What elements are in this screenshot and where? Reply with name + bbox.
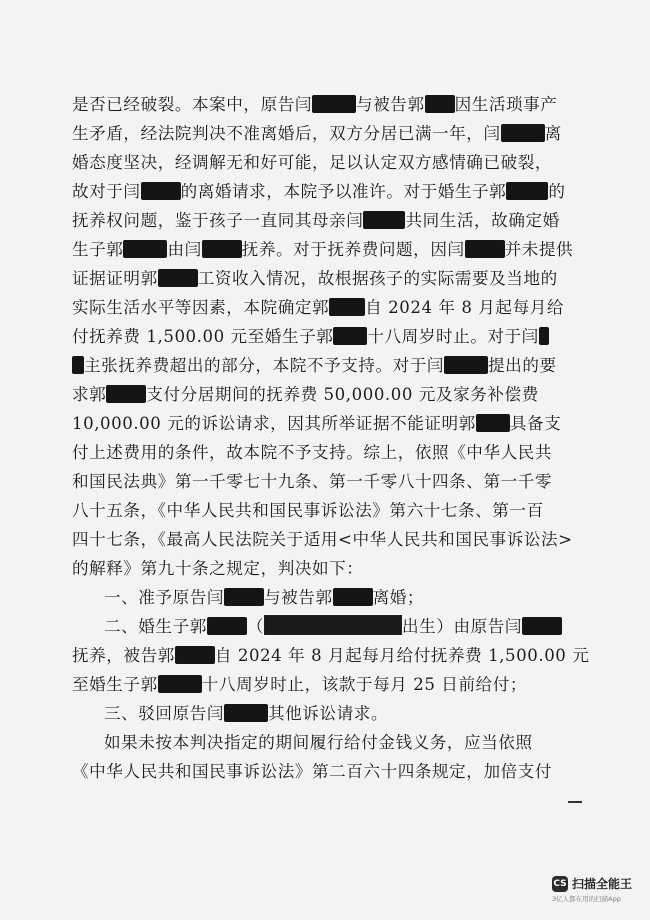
camscanner-logo-icon: CS xyxy=(552,876,568,892)
redaction xyxy=(501,124,545,142)
text-line-15: 八十五条，《中华人民共和国民事诉讼法》第六十七条、第一百 xyxy=(72,501,544,520)
text-line-10: 主张抚养费超出的部分，本院不予支持。对于闫 提出的要 xyxy=(72,351,592,380)
text-line-23: 如果未按本判决指定的期间履行给付金钱义务，应当依照 xyxy=(104,733,533,752)
redaction xyxy=(312,95,356,113)
text-line-17: 的解释》第九十条之规定，判决如下： xyxy=(72,559,364,578)
text-line-7: 证据证明郭 工资收入情况，故根据孩子的实际需要及当地的 xyxy=(72,269,558,288)
redaction xyxy=(72,356,84,374)
redaction xyxy=(444,356,488,374)
text-line-2: 生矛盾，经法院判决不准离婚后，双方分居已满一年，闫 离 xyxy=(72,124,562,143)
redaction xyxy=(333,588,373,606)
redaction xyxy=(425,95,455,113)
stray-mark xyxy=(568,801,582,803)
text-line-5: 抚养权问题，鉴于孩子一直同其母亲闫 共同生活，故确定婚 xyxy=(72,211,560,230)
text-line-8: 实际生活水平等因素，本院确定郭 自 2024 年 8 月起每月给 xyxy=(72,298,564,317)
text-line-6: 生子郭 由闫 抚养。对于抚养费问题，因闫 并未提供 xyxy=(72,240,574,259)
redaction xyxy=(363,211,405,229)
redaction xyxy=(158,269,198,287)
watermark-subtitle: 3亿人都在用的扫描App xyxy=(552,895,621,903)
redaction xyxy=(329,298,365,316)
redaction xyxy=(207,617,247,635)
redaction xyxy=(123,240,167,258)
redaction xyxy=(175,646,215,664)
text-line-4: 故对于闫 的离婚请求，本院予以准许。对于婚生子郭 的 xyxy=(72,182,566,201)
text-line-20: 抚养，被告郭 自 2024 年 8 月起每月给付抚养费 1,500.00 元 xyxy=(72,646,590,665)
text-line-21: 至婚生子郭 十八周岁时止，该款于每月 25 日前给付； xyxy=(72,675,528,694)
watermark-title: 扫描全能王 xyxy=(572,877,633,891)
text-line-1: 是否已经破裂。本案中，原告闫 与被告郭 因生活琐事产 xyxy=(72,95,558,114)
redaction xyxy=(158,675,202,693)
redaction xyxy=(224,588,264,606)
redaction xyxy=(465,240,505,258)
redaction xyxy=(141,182,181,200)
text-line-9: 付抚养费 1,500.00 元至婚生子郭 十八周岁时止。对于闫 xyxy=(72,322,592,351)
redaction xyxy=(333,327,367,345)
judgment-item-3: 三、驳回原告闫 其他诉讼请求。 xyxy=(104,704,389,723)
redaction xyxy=(476,414,510,432)
text-line-3: 婚态度坚决，经调解无和好可能，足以认定双方感情确已破裂， xyxy=(72,153,553,172)
text-line-24: 《中华人民共和国民事诉讼法》第二百六十四条规定，加倍支付 xyxy=(72,762,553,781)
redaction xyxy=(522,617,562,635)
judgment-item-1: 一、准予原告闫 与被告郭 离婚； xyxy=(104,588,425,607)
redaction xyxy=(264,615,402,635)
text-line-12: 10,000.00 元的诉讼请求，因其所举证据不能证明郭 具备支 xyxy=(72,414,562,433)
redaction xyxy=(202,240,242,258)
redaction xyxy=(224,704,268,722)
redaction xyxy=(106,385,146,403)
text-line-16: 四十七条，《最高人民法院关于适用<中华人民共和国民事诉讼法> xyxy=(72,530,573,549)
text-line-11: 求郭 支付分居期间的抚养费 50,000.00 元及家务补偿费 xyxy=(72,385,539,404)
redaction xyxy=(506,182,548,200)
redaction xyxy=(539,327,549,345)
judgment-item-2: 二、婚生子郭 （ 出生）由原告闫 xyxy=(104,612,624,641)
text-line-14: 和国民法典》第一千零七十九条、第一千零八十四条、第一千零 xyxy=(72,472,553,491)
text-line-13: 付上述费用的条件，故本院不予支持。综上，依照《中华人民共 xyxy=(72,443,553,462)
